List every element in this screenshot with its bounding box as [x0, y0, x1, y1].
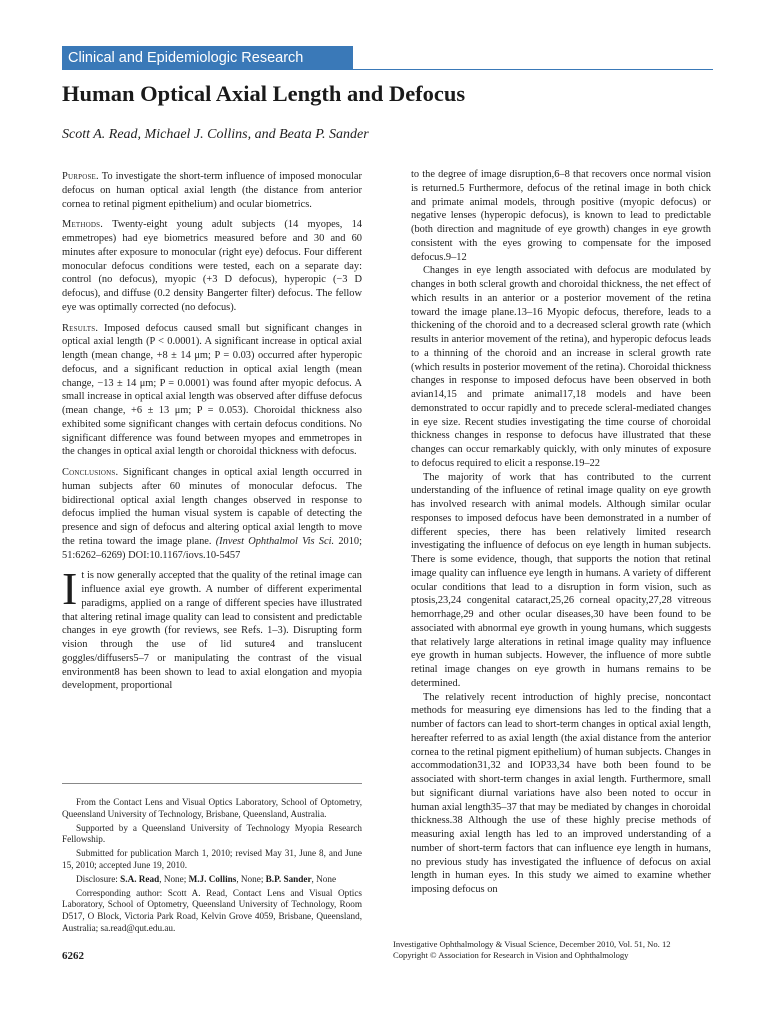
intro-paragraph	[62, 563, 362, 693]
disclosure-author-1: S.A. Read	[120, 873, 160, 884]
disclosure-label: Disclosure:	[76, 873, 118, 884]
drop-cap: I	[62, 563, 78, 615]
abstract-conclusions	[62, 466, 362, 562]
disclosure-author-2: M.J. Collins	[188, 873, 237, 884]
page-number: 6262	[62, 950, 84, 962]
methods-heading: Methods.	[62, 219, 104, 231]
copyright-line: Copyright © Association for Research in Vision and Ophthalmology	[393, 950, 629, 960]
footnote-disclosure: Disclosure: S.A. Read, None; M.J. Collins, None; B.P. Sander, None	[76, 873, 337, 884]
purpose-text: To investigate the short-term influence of imposed monocular defocus on human optical axial length (the distance from anterior cornea to retinal pigment epithelium) and ocular biometrics.	[62, 171, 362, 210]
results-text: Imposed defocus caused small but significant changes in optical axial length (P < 0.0001). A significant increase in optical axial length (mean change, +8 ± 14 μm; P = 0.03) occurred after hyperopic defocus, and a significant reduction in optical axial length (mean change, −13 ± 14 μm; P = 0.0001) was found after myopic defocus. A small increase in optical axial length was observed after diffuse defocus (mean change, +6 ± 13 μm; P = 0.053). Choroidal thickness also exhibited some significant changes with certain defocus conditions. No significant difference was found between myopes and emmetropes in the changes in optical axial length or choroidal thickness with defocus.	[62, 322, 362, 458]
footnote-affiliation: From the Contact Lens and Visual Optics Laboratory, School of Optometry, Queensland University of Technology, Brisbane, Queensland, Australia.	[62, 797, 362, 819]
footnotes	[62, 797, 362, 937]
footnote-submitted: Submitted for publication March 1, 2010; revised May 31, June 8, and June 15, 2010; accepted June 19, 2010.	[62, 848, 362, 870]
footnote-divider	[62, 783, 362, 784]
disclosure-value-2: None	[240, 873, 261, 884]
citation-details: 2010; 51:6262–6269) DOI:10.1167/iovs.10-5457	[62, 535, 362, 561]
methods-text: Twenty-eight young adult subjects (14 myopes, 14 emmetropes) had eye biometrics measured before and 30 and 60 minutes after exposure to monocular (right eye) defocus. Four different monocular defocus conditions were tested, each on a separate day: control (no defocus), myopic (+3 D defocus), hyperopic (−3 D defocus), and diffuse (0.2 density Bangerter filter) defocus. The fellow eye was optimally corrected (no defocus).	[62, 219, 362, 313]
intro-text: t is now generally accepted that the quality of the retinal image can influence axial eye growth. A number of different experimental paradigms, applied on a range of different species have illustrated that altering retinal image quality can lead to consistent and predictable changes in eye growth (for reviews, see Refs. 1–3). Disrupting form vision through the use of lid suture4 and translucent goggles/diffusers5–7 or manipulating the contrast of the visual environment8 has been shown to lead to axial elongation and myopia development, proportional	[62, 570, 362, 692]
purpose-heading: Purpose.	[62, 171, 99, 182]
results-heading: Results.	[62, 322, 99, 334]
citation-journal: (Invest Ophthalmol Vis Sci.	[215, 535, 335, 547]
conclusions-heading: Conclusions.	[62, 467, 119, 478]
right-column	[411, 168, 711, 897]
header-rule	[353, 69, 713, 70]
abstract	[62, 170, 362, 562]
abstract-purpose	[62, 170, 362, 211]
body-paragraph: The majority of work that has contributed to the current understanding of the influence of retinal image quality on eye growth has involved research with animal models. Although similar ocular responses to imposed defocus have been demonstrated in a number of different species, there has been relatively limited research investigating the influence of defocus on eye length in human subjects. There is some evidence, though, that supports the notion that retinal image quality can influence eye length in humans. A variety of different ocular conditions that lead to a disruption in form vision, such as ptosis,23,24 congenital cataract,25,26 corneal opacity,27,28 vitreous hemorrhage,29 and other ocular diseases,30 have been found to be associated with abnormal eye growth in young humans, which suggests that relatively large alterations in retinal image quality may influence eye growth in human subjects. However, the influence of more subtle retinal image changes on eye growth in humans remains to be determined.	[411, 471, 711, 689]
disclosure-author-3: B.P. Sander	[265, 873, 312, 884]
disclosure-value-3: None	[316, 873, 337, 884]
body-paragraph: to the degree of image disruption,6–8 that recovers once normal vision is returned.5 Furthermore, defocus of the retinal image in both chick and primate animal models, through positive (myopic defocus) or negative lenses (hyperopic defocus), is known to lead to predictable (both direction and magnitude of eye growth) changes in eye growth consistent with the eyes growing to compensate for the imposed defocus.9–12	[411, 169, 711, 263]
conclusions-text: Significant changes in optical axial length occurred in human subjects after 60 minutes of monocular defocus. The bidirectional optical axial length changes observed in response to defocus implied the human visual system is capable of detecting the presence and sign of defocus and altering optical axial length to move the retina toward the image plane.	[62, 467, 362, 547]
article-title: Human Optical Axial Length and Defocus	[62, 81, 466, 106]
abstract-methods	[62, 218, 362, 314]
abstract-results	[62, 322, 362, 460]
left-column	[62, 170, 362, 693]
footnote-support: Supported by a Queensland University of Technology Myopia Research Fellowship.	[62, 822, 362, 845]
author-list: Scott A. Read, Michael J. Collins, and Beata P. Sander	[62, 127, 369, 142]
body-paragraph: The relatively recent introduction of highly precise, noncontact methods for measuring eye dimensions has led to the finding that a number of factors can lead to short-term changes in optical axial length, hereafter referred to as axial length (the axial distance from the anterior cornea to the retinal pigment epithelium) of human subjects. Changes in accommodation31,32 and IOP33,34 have both been found to be associated with short-term changes in axial length. Furthermore, small but significant diurnal variations have also been noted to occur in human axial length35–37 that may be mediated by changes in choroidal thickness.38 Although the use of these highly precise methods of measuring axial length has led to an improved understanding of a number of short-term factors that can influence eye length in humans, no previous study has investigated the influence of defocus on axial length in human eyes. In this study we aimed to examine whether imposing defocus on	[411, 691, 711, 895]
section-banner: Clinical and Epidemiologic Research	[62, 46, 353, 70]
journal-line: Investigative Ophthalmology & Visual Science, December 2010, Vol. 51, No. 12	[393, 939, 671, 949]
footnote-corresponding: Corresponding author: Scott A. Read, Contact Lens and Visual Optics Laboratory, School of Optometry, Queensland University of Technology, Room D517, O Block, Victoria Park Road, Kelvin Grove 4059, Brisbane, Queensland, Australia; sa.read@qut.edu.au.	[62, 887, 362, 933]
journal-footer	[393, 939, 723, 961]
body-paragraph: Changes in eye length associated with defocus are modulated by changes in both scleral growth and choroidal thickness, the net effect of which results in an anterior or a posterior movement of the retina toward the image plane.13–16 Myopic defocus, therefore, leads to a thickening of the choroid and to a decreased scleral growth rate (which results in anterior movement of the retina), and hyperopic defocus leads to a thinning of the choroid and an increase in scleral growth rate (which results in posterior movement of the retina). Choroidal thickness changes in response to imposed defocus have been observed in both avian14,15 and primate animal17,18 models and have been demonstrated to occur rapidly and to precede scleral-mediated changes in eye size. Recent studies investigating the time course of choroidal thickness changes in response to defocus have illustrated that these changes can occur remarkably quickly, with only minutes of exposure to defocus required to elicit a response.19–22	[411, 265, 711, 469]
disclosure-value-1: None	[163, 873, 184, 884]
